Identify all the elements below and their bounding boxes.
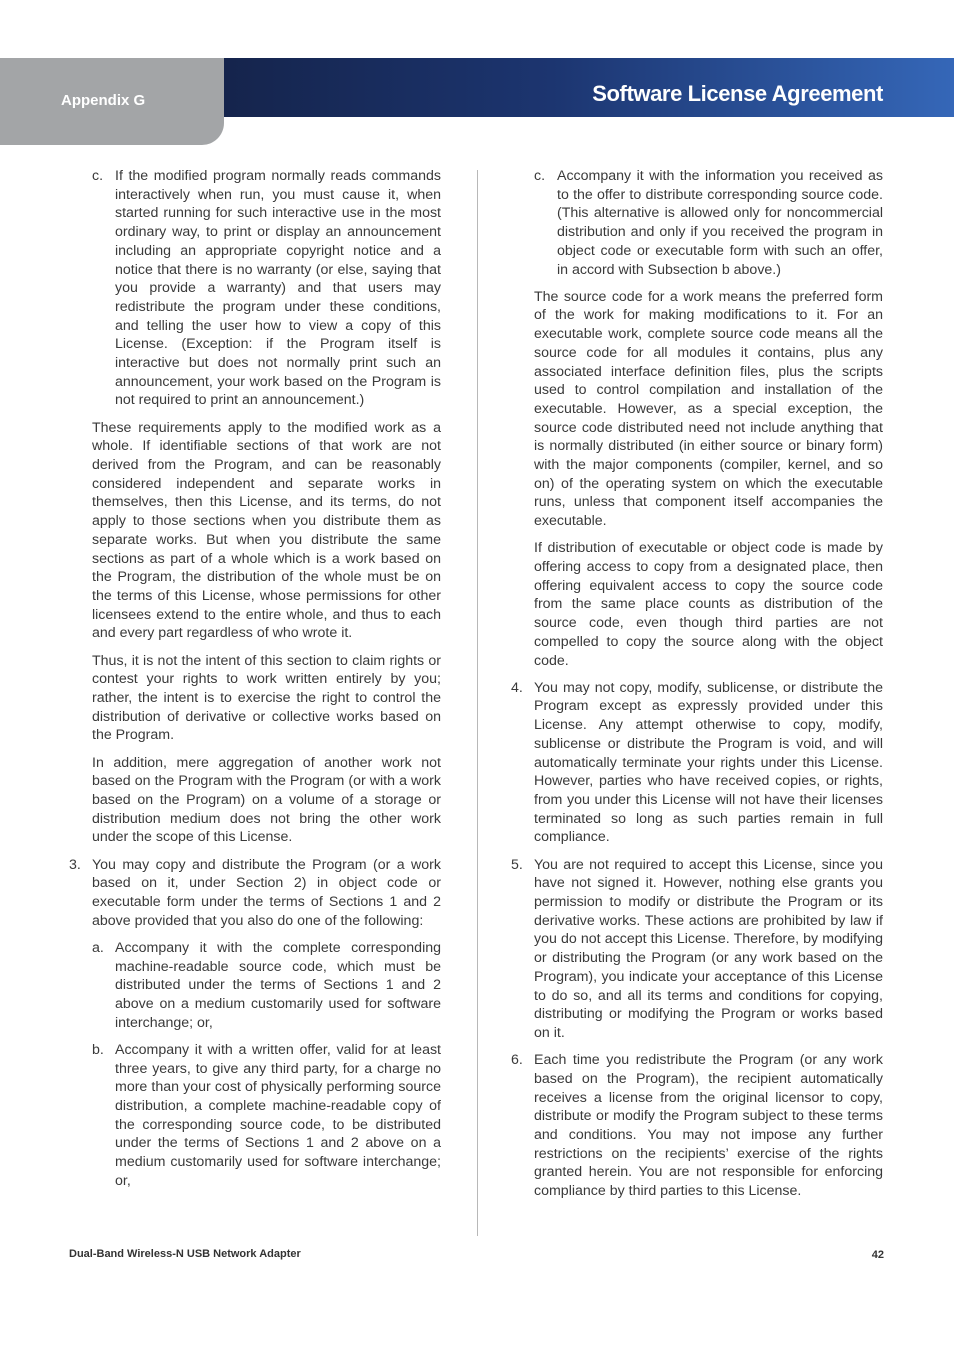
footer-product-name: Dual-Band Wireless-N USB Network Adapter	[69, 1248, 301, 1260]
list-item-3	[69, 856, 441, 931]
paragraph-aggregation: In addition, mere aggregation of another work not based on the Program with the Program (or with a work based on the Program) on a volume of a storage or distribution medium does not bring the other work under the scope of this License.	[92, 754, 441, 846]
list-item-text: You are not required to accept this License, since you have not signed it. However, nothing else grants you permission to modify or distribute the Program or its derivative works. These actions are prohibited by law if you do not accept this License. Therefore, by modifying or distributing the Program (or any work based on the Program), you indicate your acceptance of this License to do so, and all its terms and conditions for copying, distributing or modifying the Program or works based on it.	[534, 856, 883, 1041]
list-item-text: Each time you redistribute the Program (or any work based on the Program), the recipient automatically receives a license from the original licensor to copy, distribute or modify the Program subject to these terms and conditions. You may not impose any further restrictions on the recipients’ exercise of the rights granted herein. You are not responsible for enforcing compliance by third parties to this License.	[534, 1052, 883, 1200]
list-item-3b	[69, 1041, 441, 1191]
column-divider	[477, 170, 478, 1236]
list-marker: c.	[534, 168, 546, 184]
list-item-text: You may not copy, modify, sublicense, or distribute the Program except as expressly provided under this License. Any attempt otherwise to copy, modify, sublicense or distribute the Program is void, and will automatically terminate your rights under this License. However, parties who have received copies, or rights, from you under this License will not have their licenses terminated so long as such parties remain in full compliance.	[534, 679, 883, 846]
list-item-6	[511, 1051, 883, 1201]
page-title: Software License Agreement	[592, 81, 883, 106]
paragraph-requirements: These requirements apply to the modified work as a whole. If identifiable sections of that work are not derived from the Program, and can be reasonably considered independent and separate works in themselves, then this License, and its terms, do not apply to those sections when you distribute them as separate works. But when you distribute the same sections as part of a whole which is a work based on the Program, the distribution of the whole must be on the terms of this License, whose permissions for other licensees extend to the entire whole, and thus to each and every part regardless of who wrote it.	[92, 419, 441, 642]
list-marker: 5.	[511, 856, 523, 873]
list-marker: b.	[92, 1041, 104, 1058]
right-column	[511, 167, 883, 1209]
list-marker: 3.	[69, 856, 81, 873]
paragraph-intent: Thus, it is not the intent of this section to claim rights or contest your rights to work written entirely by you; rather, the intent is to exercise the right to control the distribution of derivative or collective works based on the Program.	[92, 652, 441, 744]
list-marker: c.	[92, 168, 104, 184]
list-item-text: If the modified program normally reads commands interactively when run, you must cause it, when started running for such interactive use in the most ordinary way, to print or display an announcement including an appropriate copyright notice and a notice that there is no warranty (or else, saying that you provide a warranty) and that users may redistribute the program under these conditions, and telling the user how to view a copy of this License. (Exception: if the Program itself is interactive but does not normally print such an announcement, your work based on the Program is not required to print an announcement.)	[115, 168, 441, 409]
paragraph-distribution: If distribution of executable or object code is made by offering access to copy from a designated place, then offering equivalent access to copy the source code from the same place counts as distribution of the source code, even though third parties are not compelled to copy the source along with the object code.	[534, 540, 883, 669]
list-item-text: Accompany it with a written offer, valid for at least three years, to give any third party, for a charge no more than your cost of physically performing source distribution, a complete machine-readable copy of the corresponding source code, to be distributed under the terms of Sections 1 and 2 above on a medium customarily used for software interchange; or,	[115, 1041, 441, 1189]
list-item-3c	[511, 167, 883, 279]
list-marker: 6.	[511, 1052, 523, 1069]
footer-page-number: 42	[871, 1249, 884, 1261]
list-item-c	[69, 167, 441, 410]
list-item-text: Accompany it with the complete corresponding machine-readable source code, which must be distributed under the terms of Sections 1 and 2 above on a medium customarily used for software interchange; or,	[115, 939, 441, 1031]
list-item-3a	[69, 939, 441, 1033]
list-item-text: Accompany it with the information you received as to the offer to distribute corresponding source code. (This alternative is allowed only for noncommercial distribution and only if you received the program in object code or executable form with such an offer, in accord with Subsection b above.)	[557, 168, 883, 278]
paragraph-source-code: The source code for a work means the preferred form of the work for making modifications to it. For an executable work, complete source code means all the source code for all modules it contains, plus any associated interface definition files, plus the scripts used to control compilation and installation of the executable. However, as a special exception, the source code distributed need not include anything that is normally distributed (in either source or binary form) with the major components (compiler, kernel, and so on) of the operating system on which the executable runs, unless that component itself accompanies the executable.	[534, 288, 883, 530]
list-item-4	[511, 679, 883, 847]
left-column	[69, 167, 441, 1199]
list-item-text: You may copy and distribute the Program (or a work based on it, under Section 2) in object code or executable form under the terms of Sections 1 and 2 above provided that you also do one of the following:	[92, 856, 441, 929]
list-item-5	[511, 856, 883, 1043]
list-marker: a.	[92, 939, 104, 956]
section-label: Appendix G	[61, 92, 146, 109]
list-marker: 4.	[511, 679, 523, 696]
